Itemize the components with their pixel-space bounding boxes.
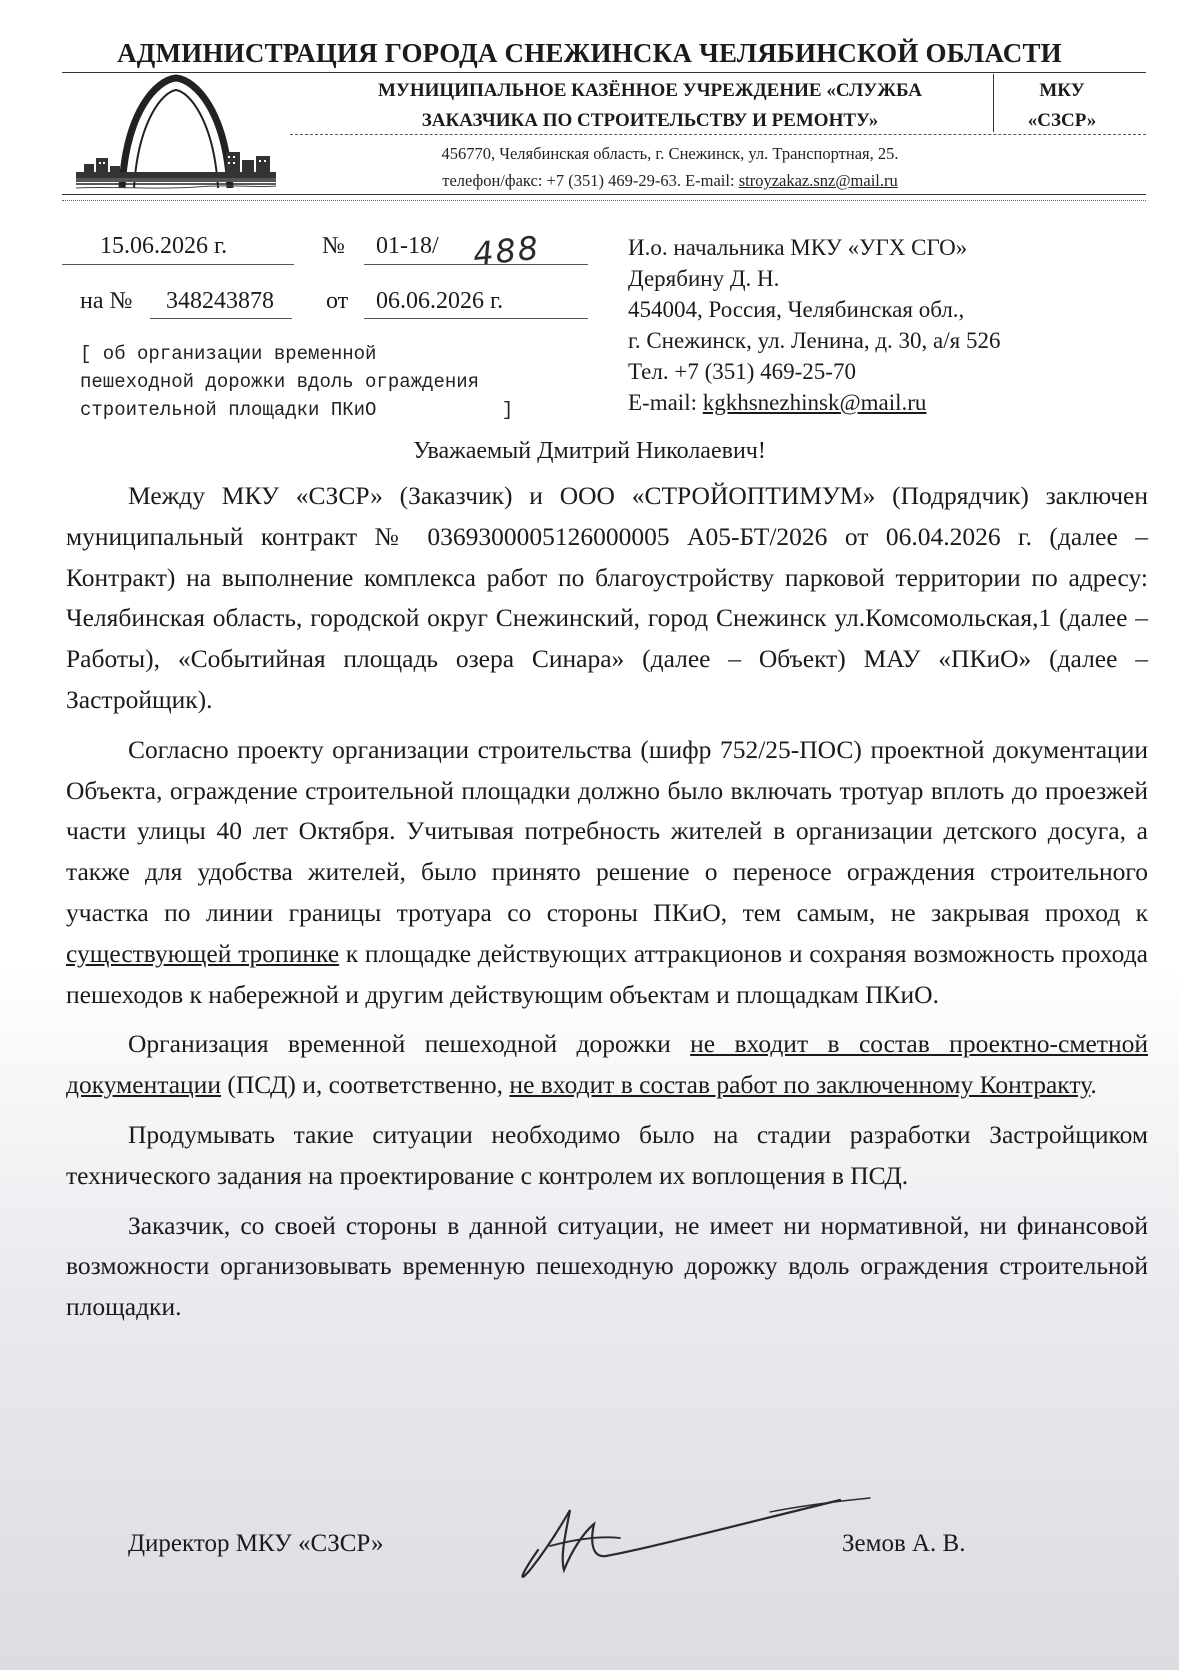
signatory-role: Директор МКУ «СЗСР»: [128, 1530, 384, 1557]
header-rule-dotted: [62, 200, 1146, 201]
header-rule-bottom: [62, 194, 1146, 195]
letter-subject: [80, 340, 600, 424]
institution-name-line-1: МУНИЦИПАЛЬНОЕ КАЗЁННОЕ УЧРЕЖДЕНИЕ «СЛУЖБА: [377, 80, 923, 101]
outgoing-number-prefix: 01-18/: [376, 233, 439, 259]
body-paragraph-2-text-a: Согласно проекту организации строительства (шифр 752/25-ПОС) проектной документации Объекта, ограждение строительной площадки должно было включать тротуар вплоть до проезжей части улицы 40 лет Октября. Учитывая потребность жителей в организации детского досуга, а также для удобства жителей, было принято решение о переносе ограждения строительного участка по линии границы тротуара со стороны ПКиО, тем самым, не закрывая проход к: [66, 734, 1148, 927]
handwritten-signature-icon: [510, 1480, 890, 1590]
addressee-email-line: [628, 387, 1148, 418]
body-paragraph-3-underlined-1: не входит в состав проектно-сметной документации: [66, 1029, 1148, 1100]
institution-name: [320, 76, 980, 136]
subject-line-3: строительной площадки ПКиО ]: [80, 399, 514, 421]
institution-address: 456770, Челябинская область, г. Снежинск, ул. Транспортная, 25.: [441, 144, 899, 163]
addressee-email-link[interactable]: kgkhsnezhinsk@mail.ru: [702, 390, 927, 415]
letter-body: [66, 476, 1148, 1337]
institution-name-line-2: ЗАКАЗЧИКА ПО СТРОИТЕЛЬСТВУ И РЕМОНТУ»: [421, 110, 879, 131]
body-paragraph-4: Продумывать такие ситуации необходимо было на стадии разработки Застройщиком технического задания на проектирование с контролем их воплощения в ПСД.: [66, 1119, 1148, 1190]
header-separator: [993, 74, 994, 132]
subject-line-2: пешеходной дорожки вдоль ограждения: [80, 371, 480, 393]
salutation: Уважаемый Дмитрий Николаевич!: [413, 438, 766, 464]
outgoing-date: 15.06.2026 г.: [100, 233, 228, 259]
incoming-number-underline: [150, 318, 292, 319]
institution-phone-line: [300, 167, 1040, 194]
city-arch-logo-icon: [76, 72, 276, 192]
outgoing-number-handwritten: 488: [471, 228, 542, 274]
addressee-block: [628, 232, 1148, 418]
body-paragraph-2: [66, 730, 1148, 1016]
body-paragraph-5: Заказчик, со своей стороны в данной ситуации, не имеет ни нормативной, ни финансовой возможности организовывать временную пешеходную дорожку вдоль ограждения строительной площадки.: [66, 1210, 1148, 1322]
institution-short-name: [1002, 76, 1122, 136]
subject-line-1: [ об организации временной: [80, 343, 377, 365]
incoming-number: 348243878: [166, 288, 274, 314]
body-paragraph-1: Между МКУ «СЗСР» (Заказчик) и ООО «СТРОЙОПТИМУМ» (Подрядчик) заключен муниципальный контракт № 0369300005126000005 А05-БТ/2026 от 06.04.2026 г. (далее – Контракт) на выполнение комплекса работ по благоустройству парковой территории по адресу: Челябинская область, городской округ Снежинский, город Снежинск ул.Комсомольская,1 (далее – Работы), «Событийная площадь озера Синара» (далее – Объект) МАУ «ПКиО» (далее – Застройщик).: [66, 481, 1148, 714]
outgoing-number-label: №: [322, 233, 345, 259]
addressee-address-2: г. Снежинск, ул. Ленина, д. 30, а/я 526: [628, 328, 1001, 353]
body-paragraph-2-text-b: к площадке действующих аттракционов и сохраняя возможность прохода пешеходов к набережной и другим действующим объектам и площадкам ПКиО.: [66, 938, 1148, 1009]
body-paragraph-3: [66, 1024, 1148, 1106]
addressee-email-label: E-mail:: [628, 390, 703, 415]
incoming-date-label: от: [326, 288, 349, 314]
institution-short-line-2: «СЗСР»: [1027, 110, 1097, 131]
institution-contacts: [300, 140, 1040, 194]
outgoing-number-underline: [364, 264, 588, 265]
institution-phone: телефон/факс: +7 (351) 469-29-63. E-mail:: [442, 171, 739, 190]
organization-title: АДМИНИСТРАЦИЯ ГОРОДА СНЕЖИНСКА ЧЕЛЯБИНСКОЙ ОБЛАСТИ: [117, 38, 1062, 68]
addressee-address-1: 454004, Россия, Челябинская обл.,: [628, 297, 965, 322]
addressee-name: Дерябину Д. Н.: [628, 266, 780, 291]
body-paragraph-3-underlined-2: не входит в состав работ по заключенному Контракту: [509, 1070, 1091, 1100]
signatory-name: Земов А. В.: [842, 1530, 966, 1557]
body-paragraph-3-text-b: (ПСД) и, соответственно,: [220, 1070, 510, 1100]
body-paragraph-3-text-c: .: [1090, 1070, 1097, 1100]
addressee-position: И.о. начальника МКУ «УГХ СГО»: [628, 235, 968, 260]
incoming-number-label: на №: [80, 288, 133, 314]
outgoing-date-underline: [62, 264, 294, 265]
institution-email-link[interactable]: stroyzakaz.snz@mail.ru: [738, 171, 898, 190]
institution-short-line-1: МКУ: [1039, 80, 1085, 101]
body-paragraph-3-text-a: Организация временной пешеходной дорожки: [128, 1029, 691, 1059]
addressee-phone: Тел. +7 (351) 469-25-70: [628, 359, 856, 384]
incoming-date: 06.06.2026 г.: [376, 288, 504, 314]
body-paragraph-2-underlined: существующей тропинке: [66, 938, 340, 968]
incoming-date-underline: [364, 318, 588, 319]
